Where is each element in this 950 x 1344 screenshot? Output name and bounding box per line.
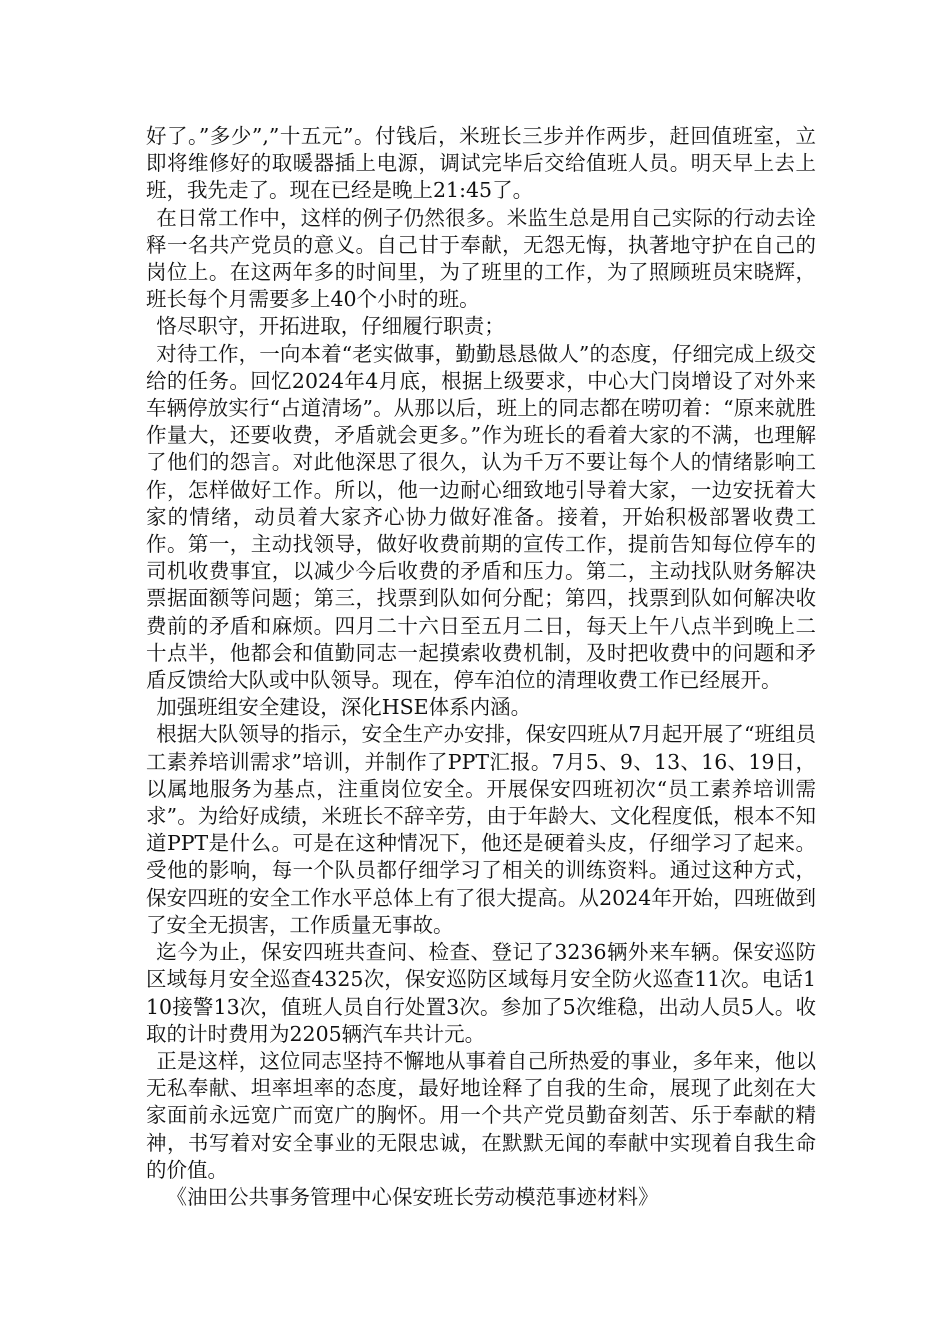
paragraph-training: 根据大队领导的指示，安全生产办安排，保安四班从7月起开展了“班组员工素养培训需求”培训，并制作了PPT汇报。7月5、9、13、16、19日，以属地服务为基点，注重岗位安全。开展保安四班初次“员工素养培训需求”。为给好成绩，米班长不辞辛劳，由于年龄大、文化程度低，根本不知道PPT是什么。可是在这种情况下，他还是硬着头皮，仔细学习了起来。受他的影响，每一个队员都仔细学习了相关的训练资料。通过这种方式，保安四班的安全工作水平总体上有了很大提高。从2024年开始，四班做到了安全无损害，工作质量无事故。 — [146, 722, 816, 937]
paragraph-conclusion: 正是这样，这位同志坚持不懈地从事着自己所热爱的事业，多年来，他以无私奉献、坦率坦率的态度，最好地诠释了自我的生命，展现了此刻在大家面前永远宽广而宽广的胸怀。用一个共产党员勤奋刻苦、乐于奉献的精神，书写着对安全事业的无限忠诚，在默默无闻的奉献中实现着自我生命的价值。 — [146, 1048, 816, 1182]
paragraph-daily-work: 在日常工作中，这样的例子仍然很多。米监生总是用自己实际的行动去诠释一名共产党员的意义。自己甘于奉献，无怨无悔，执著地守护在自己的岗位上。在这两年多的时间里，为了班里的工作，为了照顾班员宋晓辉，班长每个月需要多上40个小时的班。 — [146, 205, 816, 312]
paragraph-continuation: 好了。”多少”,”十五元”。付钱后，米班长三步并作两步，赶回值班室，立即将维修好的取暖器插上电源，调试完毕后交给值班人员。明天早上去上班，我先走了。现在已经是晚上21:45了。 — [146, 124, 816, 203]
section-heading-duty: 恪尽职守，开拓进取，仔细履行职责； — [156, 314, 505, 339]
paragraph-statistics: 迄今为止，保安四班共查问、检查、登记了3236辆外来车辆。保安巡防区域每月安全巡查4325次，保安巡防区域每月安全防火巡查11次。电话110接警13次，值班人员自行处置3次。参加了5次维稳，出动人员5人。收取的计时费用为2205辆汽车共计元。 — [146, 940, 816, 1046]
paragraph-work-attitude: 对待工作，一向本着“老实做事，勤勤恳恳做人”的态度，仔细完成上级交给的任务。回忆2024年4月底，根据上级要求，中心大门岗增设了对外来车辆停放实行“占道清场”。从那以后，班上的同志都在唠叨着：“原来就胜作量大，还要收费，矛盾就会更多。”作为班长的看着大家的不满，也理解了他们的怨言。对此他深思了很久，认为千万不要让每个人的情绪影响工作，怎样做好工作。所以，他一边耐心细致地引导着大家，一边安抚着大家的情绪，动员着大家齐心协力做好准备。接着，开始积极部署收费工作。第一，主动找领导，做好收费前期的宣传工作，提前告知每位停车的司机收费事宜，以减少今后收费的矛盾和压力。第二，主动找队财务解决票据面额等问题；第三，找票到队如何分配；第四，找票到队如何解决收费前的矛盾和麻烦。四月二十六日至五月二日，每天上午八点半到晚上二十点半，他都会和值勤同志一起摸索收费机制，及时把收费中的问题和矛盾反馈给大队或中队领导。现在，停车泊位的清理收费工作已经展开。 — [146, 341, 816, 693]
section-heading-safety: 加强班组安全建设，深化HSE体系内涵。 — [156, 695, 532, 720]
document-body — [146, 123, 816, 1211]
document-title-footer: 《油田公共事务管理中心保安班长劳动模范事迹材料》 — [166, 1184, 659, 1209]
